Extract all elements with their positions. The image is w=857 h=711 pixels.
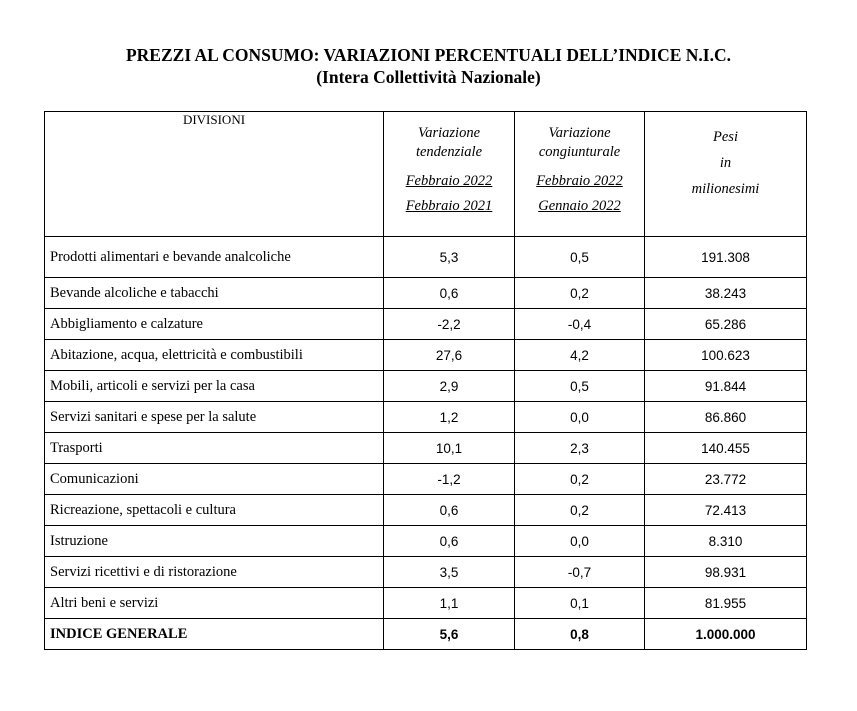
row-label: Ricreazione, spettacoli e cultura	[45, 495, 384, 526]
row-label: Servizi sanitari e spese per la salute	[45, 402, 384, 433]
table-row	[45, 588, 807, 619]
table-row	[45, 464, 807, 495]
row-pesi: 86.860	[645, 402, 807, 433]
row-pesi: 81.955	[645, 588, 807, 619]
row-label: Abbigliamento e calzature	[45, 309, 384, 340]
row-congiunturale: 2,3	[515, 433, 645, 464]
row-tendenziale: 2,9	[384, 371, 515, 402]
header-congiunturale	[515, 112, 645, 237]
row-congiunturale: 0,2	[515, 495, 645, 526]
header-pesi-line1: Pesi	[713, 129, 738, 145]
row-label: Bevande alcoliche e tabacchi	[45, 278, 384, 309]
row-pesi: 98.931	[645, 557, 807, 588]
row-tendenziale: 1,2	[384, 402, 515, 433]
row-tendenziale: 3,5	[384, 557, 515, 588]
row-pesi: 140.455	[645, 433, 807, 464]
row-congiunturale: 0,0	[515, 526, 645, 557]
row-tendenziale: 0,6	[384, 495, 515, 526]
header-congiunturale-line1: Variazione	[548, 125, 611, 141]
row-label: Comunicazioni	[45, 464, 384, 495]
total-pesi: 1.000.000	[645, 619, 807, 650]
total-tendenziale: 5,6	[384, 619, 515, 650]
header-pesi-line3: milionesimi	[691, 181, 760, 197]
header-pesi	[645, 112, 807, 237]
header-tendenziale-date2: Febbraio 2021	[405, 198, 493, 214]
table-row	[45, 526, 807, 557]
row-pesi: 65.286	[645, 309, 807, 340]
header-congiunturale-date1: Febbraio 2022	[536, 173, 623, 189]
nic-table	[44, 111, 807, 650]
header-congiunturale-line2: congiunturale	[538, 144, 621, 160]
row-pesi: 72.413	[645, 495, 807, 526]
header-pesi-line2: in	[719, 155, 732, 171]
header-congiunturale-date2: Gennaio 2022	[538, 198, 621, 214]
row-tendenziale: 1,1	[384, 588, 515, 619]
row-congiunturale: 0,5	[515, 237, 645, 278]
row-pesi: 191.308	[645, 237, 807, 278]
row-tendenziale: 0,6	[384, 526, 515, 557]
row-congiunturale: 0,1	[515, 588, 645, 619]
row-tendenziale: 10,1	[384, 433, 515, 464]
table-header-row	[45, 112, 807, 237]
row-congiunturale: -0,4	[515, 309, 645, 340]
header-tendenziale-date1: Febbraio 2022	[405, 173, 493, 189]
header-divisioni: DIVISIONI	[45, 112, 384, 237]
row-label: Mobili, articoli e servizi per la casa	[45, 371, 384, 402]
table-row	[45, 309, 807, 340]
row-tendenziale: 5,3	[384, 237, 515, 278]
header-tendenziale-line1: Variazione	[417, 125, 481, 141]
table-row	[45, 495, 807, 526]
row-label: Altri beni e servizi	[45, 588, 384, 619]
table-row	[45, 278, 807, 309]
row-tendenziale: 27,6	[384, 340, 515, 371]
row-pesi: 100.623	[645, 340, 807, 371]
table-row	[45, 433, 807, 464]
row-pesi: 8.310	[645, 526, 807, 557]
row-congiunturale: 0,2	[515, 464, 645, 495]
row-congiunturale: 0,2	[515, 278, 645, 309]
row-tendenziale: -2,2	[384, 309, 515, 340]
total-label: INDICE GENERALE	[45, 619, 384, 650]
row-congiunturale: 0,5	[515, 371, 645, 402]
page-subtitle: (Intera Collettività Nazionale)	[316, 67, 541, 87]
row-label: Trasporti	[45, 433, 384, 464]
page-title: PREZZI AL CONSUMO: VARIAZIONI PERCENTUALI DELL’INDICE N.I.C.	[125, 45, 731, 65]
row-congiunturale: -0,7	[515, 557, 645, 588]
row-pesi: 23.772	[645, 464, 807, 495]
row-congiunturale: 0,0	[515, 402, 645, 433]
row-label: Istruzione	[45, 526, 384, 557]
row-pesi: 38.243	[645, 278, 807, 309]
row-label: Abitazione, acqua, elettricità e combustibili	[45, 340, 384, 371]
row-tendenziale: 0,6	[384, 278, 515, 309]
table-row	[45, 340, 807, 371]
table-row	[45, 557, 807, 588]
row-label: Prodotti alimentari e bevande analcoliche	[45, 237, 384, 278]
row-label: Servizi ricettivi e di ristorazione	[45, 557, 384, 588]
table-row	[45, 402, 807, 433]
total-congiunturale: 0,8	[515, 619, 645, 650]
table-row	[45, 371, 807, 402]
row-pesi: 91.844	[645, 371, 807, 402]
table-row-total	[45, 619, 807, 650]
row-congiunturale: 4,2	[515, 340, 645, 371]
table-row	[45, 237, 807, 278]
header-tendenziale-line2: tendenziale	[415, 144, 483, 160]
row-tendenziale: -1,2	[384, 464, 515, 495]
header-tendenziale	[384, 112, 515, 237]
